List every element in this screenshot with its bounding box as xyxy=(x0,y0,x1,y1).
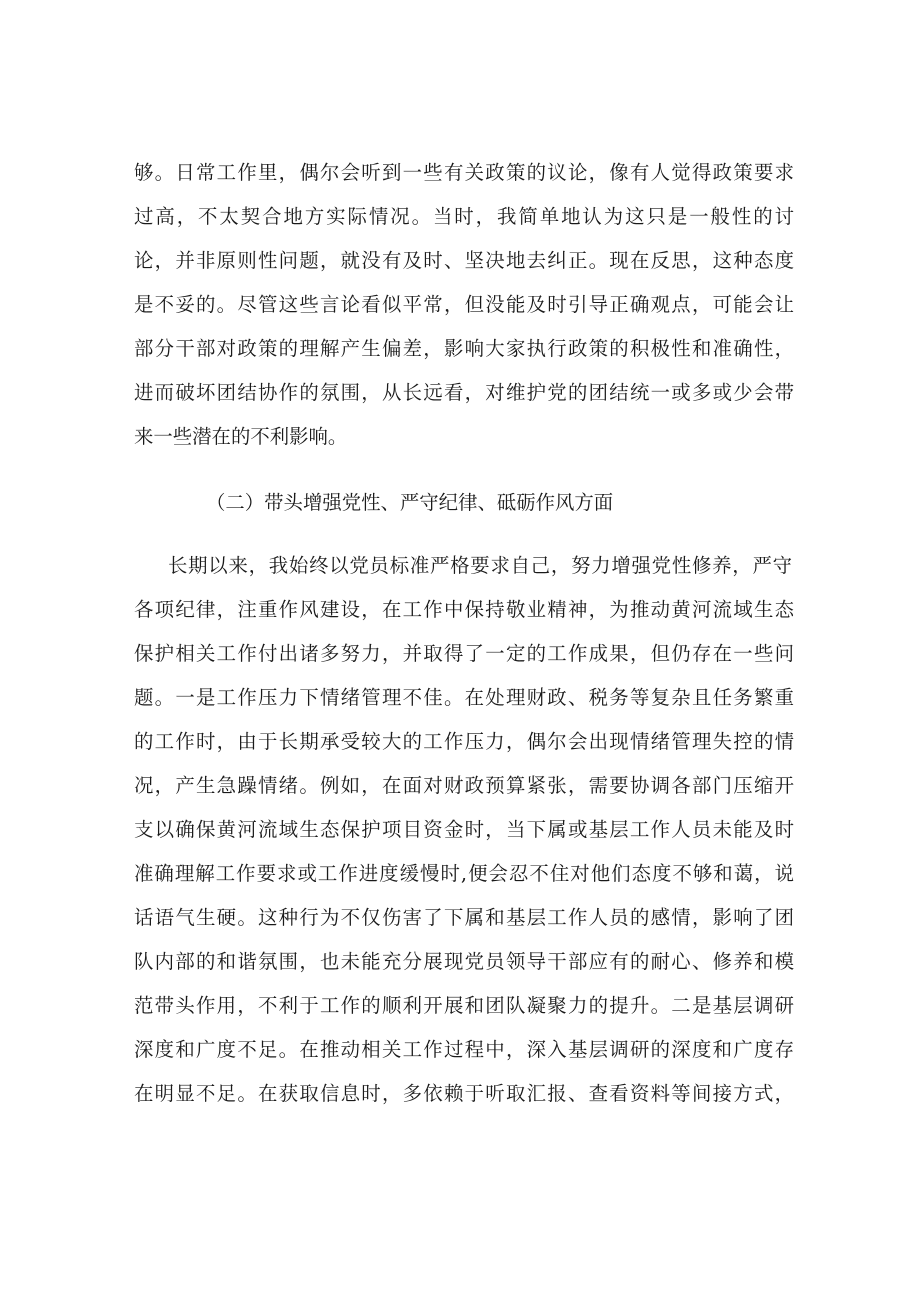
paragraph-1-line-1: 够。日常工作里，偶尔会听到一些有关政策的议论，像有人觉得政策要求 xyxy=(134,161,794,184)
paragraph-2-line-8: 准确理解工作要求或工作进度缓慢时,便会忍不住对他们态度不够和蔼，说 xyxy=(134,862,794,885)
paragraph-2-line-9: 话语气生硬。这种行为不仅伤害了下属和基层工作人员的感情，影响了团 xyxy=(134,906,794,929)
paragraph-1-line-2: 过高，不太契合地方实际情况。当时，我简单地认为这只是一般性的讨 xyxy=(134,205,794,228)
paragraph-2-line-4: 题。一是工作压力下情绪管理不佳。在处理财政、税务等复杂且任务繁重 xyxy=(134,686,794,709)
paragraph-2-line-11: 范带头作用，不利于工作的顺利开展和团队凝聚力的提升。二是基层调研 xyxy=(134,994,794,1017)
paragraph-2-line-5: 的工作时，由于长期承受较大的工作压力，偶尔会出现情绪管理失控的情 xyxy=(134,730,794,753)
paragraph-2-line-6: 况，产生急躁情绪。例如，在面对财政预算紧张，需要协调各部门压缩开 xyxy=(134,774,794,797)
paragraph-1-line-5: 部分干部对政策的理解产生偏差，影响大家执行政策的积极性和准确性， xyxy=(134,337,794,360)
section-heading: （二）带头增强党性、严守纪律、砥砺作风方面 xyxy=(206,491,614,514)
paragraph-2-line-7: 支以确保黄河流域生态保护项目资金时，当下属或基层工作人员未能及时 xyxy=(134,818,794,841)
paragraph-1-line-3: 论，并非原则性问题，就没有及时、坚决地去纠正。现在反思，这种态度 xyxy=(134,249,794,272)
paragraph-2-line-13: 在明显不足。在获取信息时，多依赖于听取汇报、查看资料等间接方式， xyxy=(134,1082,794,1105)
paragraph-1-line-4: 是不妥的。尽管这些言论看似平常，但没能及时引导正确观点，可能会让 xyxy=(134,293,794,316)
paragraph-1-line-7: 来一些潜在的不利影响。 xyxy=(134,425,348,448)
paragraph-2-line-2: 各项纪律，注重作风建设，在工作中保持敬业精神，为推动黄河流域生态 xyxy=(134,598,794,621)
paragraph-1-line-6: 进而破坏团结协作的氛围，从长远看，对维护党的团结统一或多或少会带 xyxy=(134,381,794,404)
paragraph-2-line-10: 队内部的和谐氛围，也未能充分展现党员领导干部应有的耐心、修养和模 xyxy=(134,950,794,973)
paragraph-2-line-1: 长期以来，我始终以党员标准严格要求自己，努力增强党性修养，严守 xyxy=(168,554,792,577)
paragraph-2-line-12: 深度和广度不足。在推动相关工作过程中，深入基层调研的深度和广度存 xyxy=(134,1038,794,1061)
paragraph-2-line-3: 保护相关工作付出诸多努力，并取得了一定的工作成果，但仍存在一些问 xyxy=(134,642,794,665)
